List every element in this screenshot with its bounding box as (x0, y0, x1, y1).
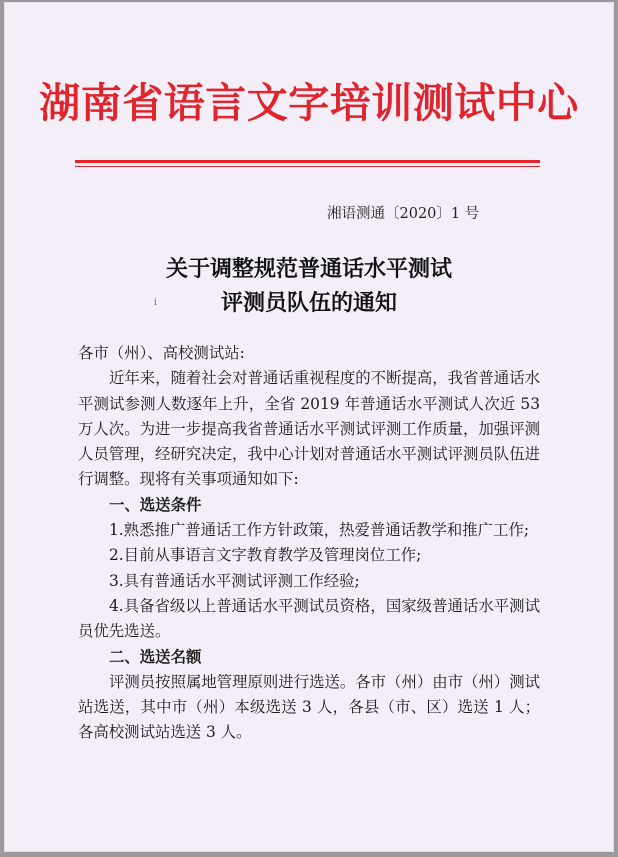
document-body (78, 341, 540, 746)
section-1-item: 4.具备省级以上普通话水平测试员资格，国家级普通话水平测试员优先选送。 (78, 596, 540, 641)
title-line-1: 关于调整规范普通话水平测试 (165, 256, 452, 282)
section-2-paragraph: 评测员按照属地管理原则进行选送。各市（州）由市（州）测试站选送，其中市（州）本级选送 3 人，各县（市、区）选送 1 人；各高校测试站选送 3 人。 (78, 672, 540, 742)
document-number: 湘语测通〔2020〕1 号 (327, 206, 480, 222)
stray-scan-mark: ⅰ (154, 298, 157, 308)
section-1-item: 1.熟悉推广普通话工作方针政策，热爱普通话教学和推广工作; (109, 521, 530, 540)
document-page (4, 2, 614, 852)
document-title (4, 252, 614, 320)
intro-paragraph: 近年来，随着社会对普通话重视程度的不断提高，我省普通话水平测试参测人数逐年上升，全省 2019 年普通话水平测试人次近 53 万人次。为进一步提高我省普通话水平测试评测工作质量，加强评测人员管理，经研究决定，我中心计划对普通话水平测试评测员队伍进行调整。现将有关事项通知如下: (78, 369, 540, 489)
letterhead-rule-thin (75, 166, 540, 167)
letterhead-title: 湖南省语言文字培训测试中心 (39, 79, 579, 127)
section-1-heading: 一、选送条件 (109, 495, 202, 514)
section-2-heading: 二、选送名额 (109, 647, 202, 666)
title-line-2: 评测员队伍的通知 (220, 290, 397, 316)
section-1-item: 3.具有普通话水平测试评测工作经验; (109, 571, 360, 590)
salutation: 各市（州）、高校测试站: (78, 344, 245, 362)
section-1-item: 2.目前从事语言文字教育教学及管理岗位工作; (109, 546, 422, 565)
letterhead-rule-thick (75, 160, 540, 163)
